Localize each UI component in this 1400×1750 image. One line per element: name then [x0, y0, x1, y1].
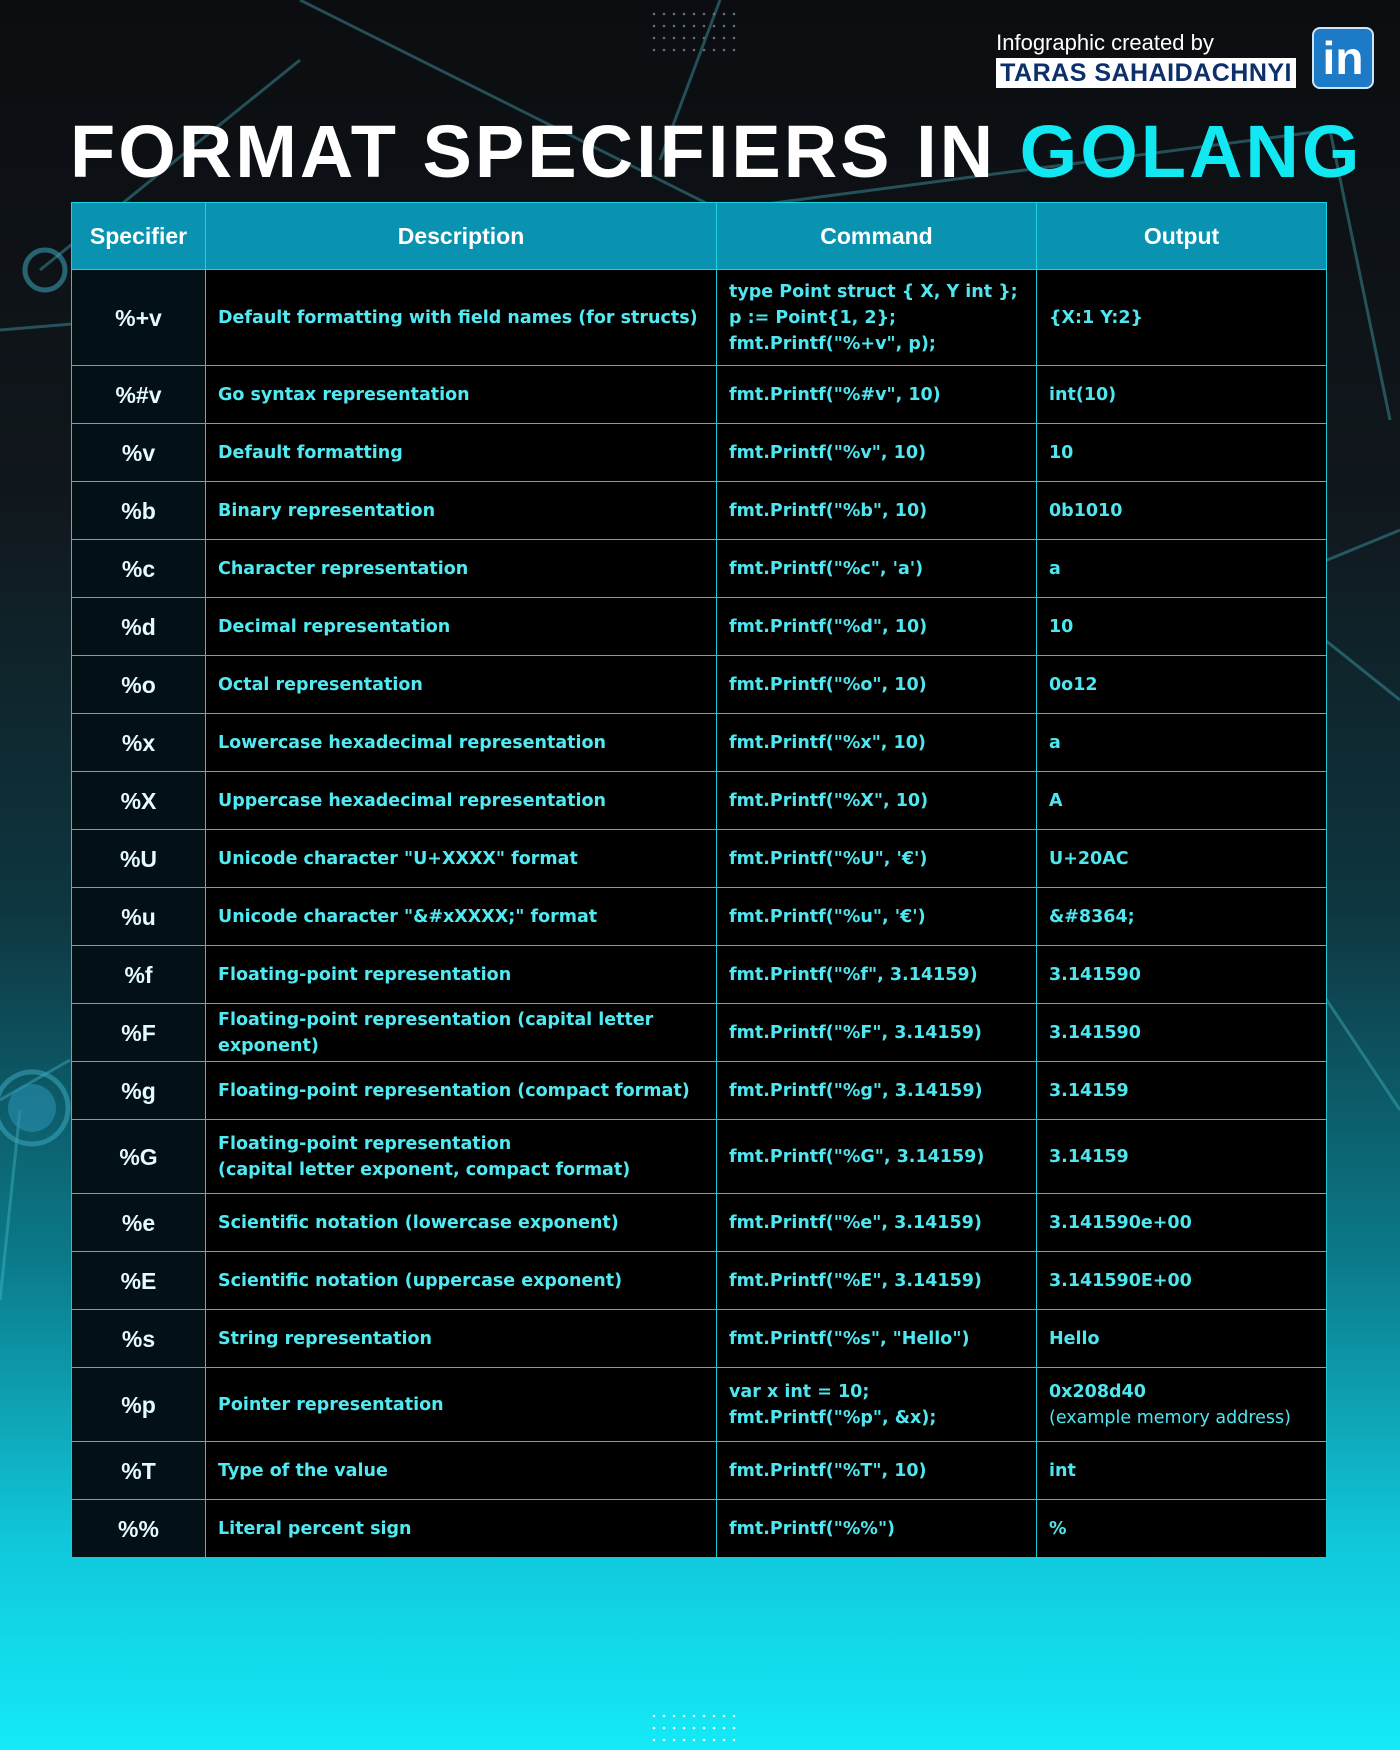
output-note: (example memory address) — [1049, 1407, 1291, 1428]
output-cell — [1037, 656, 1327, 714]
table-row — [72, 540, 1327, 598]
specifier-cell: %G — [72, 1120, 206, 1194]
output-cell — [1037, 1500, 1327, 1558]
command-cell — [717, 270, 1037, 366]
specifier-cell: %+v — [72, 270, 206, 366]
output-cell — [1037, 1062, 1327, 1120]
description-cell-line: Binary representation — [218, 500, 436, 521]
output-cell — [1037, 1368, 1327, 1442]
description-cell — [206, 1310, 717, 1368]
description-cell-line: Octal representation — [218, 674, 423, 695]
output-cell-line: 3.14159 — [1049, 1080, 1129, 1101]
specifier-cell: %c — [72, 540, 206, 598]
output-cell-line: 10 — [1049, 616, 1074, 637]
output-cell — [1037, 540, 1327, 598]
table-row — [72, 1004, 1327, 1062]
command-cell — [717, 656, 1037, 714]
description-cell-line: Pointer representation — [218, 1394, 444, 1415]
output-cell — [1037, 1194, 1327, 1252]
command-cell — [717, 1368, 1037, 1442]
table-row — [72, 366, 1327, 424]
output-cell — [1037, 366, 1327, 424]
command-cell-line: fmt.Printf("%%") — [729, 1518, 896, 1539]
output-cell — [1037, 1310, 1327, 1368]
description-cell — [206, 1500, 717, 1558]
description-cell-line: String representation — [218, 1328, 432, 1349]
description-cell — [206, 1062, 717, 1120]
specifier-cell: %T — [72, 1442, 206, 1500]
command-cell — [717, 1252, 1037, 1310]
output-cell-line: a — [1049, 558, 1061, 579]
command-cell — [717, 772, 1037, 830]
specifier-cell: %p — [72, 1368, 206, 1442]
command-cell-line: fmt.Printf("%F", 3.14159) — [729, 1022, 982, 1043]
title-accent: GOLANG — [1019, 110, 1363, 193]
command-cell-line: fmt.Printf("%s", "Hello") — [729, 1328, 970, 1349]
output-cell — [1037, 830, 1327, 888]
command-cell — [717, 946, 1037, 1004]
specifier-cell: %F — [72, 1004, 206, 1062]
output-cell — [1037, 1252, 1327, 1310]
table-row — [72, 424, 1327, 482]
output-cell-line: 3.141590 — [1049, 1022, 1141, 1043]
output-cell-line: 3.141590E+00 — [1049, 1270, 1192, 1291]
table-body — [72, 270, 1327, 1558]
description-cell-line: Default formatting — [218, 442, 403, 463]
page-title — [70, 112, 1362, 192]
description-cell — [206, 482, 717, 540]
command-cell-line: fmt.Printf("%o", 10) — [729, 674, 927, 695]
table-row — [72, 1252, 1327, 1310]
output-cell — [1037, 888, 1327, 946]
linkedin-icon[interactable]: in — [1312, 27, 1374, 89]
command-cell-line: fmt.Printf("%#v", 10) — [729, 384, 941, 405]
command-cell-line: fmt.Printf("%X", 10) — [729, 790, 929, 811]
output-cell-line: 3.141590 — [1049, 964, 1141, 985]
table-row — [72, 270, 1327, 366]
specifier-cell: %x — [72, 714, 206, 772]
table-row — [72, 714, 1327, 772]
table-row — [72, 1062, 1327, 1120]
table-row — [72, 830, 1327, 888]
output-cell-line: 0o12 — [1049, 674, 1098, 695]
table-row — [72, 772, 1327, 830]
table-row — [72, 1310, 1327, 1368]
table-row — [72, 1500, 1327, 1558]
table-row — [72, 656, 1327, 714]
specifier-cell: %o — [72, 656, 206, 714]
command-cell-line: fmt.Printf("%E", 3.14159) — [729, 1270, 982, 1291]
table-row — [72, 598, 1327, 656]
output-cell — [1037, 1120, 1327, 1194]
description-cell-line: Scientific notation (lowercase exponent) — [218, 1212, 619, 1233]
description-cell — [206, 946, 717, 1004]
output-cell — [1037, 598, 1327, 656]
output-cell-line: int — [1049, 1460, 1076, 1481]
command-cell — [717, 1120, 1037, 1194]
description-cell — [206, 888, 717, 946]
description-cell-line: Scientific notation (uppercase exponent) — [218, 1270, 623, 1291]
command-cell — [717, 1500, 1037, 1558]
specifier-cell: %d — [72, 598, 206, 656]
specifier-cell: %U — [72, 830, 206, 888]
description-cell — [206, 1252, 717, 1310]
description-cell-line: Type of the value — [218, 1460, 388, 1481]
output-cell-line: 10 — [1049, 442, 1074, 463]
command-cell — [717, 1442, 1037, 1500]
command-cell-line: fmt.Printf("%f", 3.14159) — [729, 964, 978, 985]
specifier-cell: %f — [72, 946, 206, 1004]
credit-caption: Infographic created by — [996, 30, 1214, 55]
specifier-cell: %X — [72, 772, 206, 830]
output-cell — [1037, 482, 1327, 540]
specifier-cell: %b — [72, 482, 206, 540]
command-cell-line: fmt.Printf("%u", '€') — [729, 906, 926, 927]
description-cell — [206, 1368, 717, 1442]
description-cell-line: Floating-point representation (compact format) — [218, 1080, 690, 1101]
table-header-row — [72, 203, 1327, 270]
command-cell — [717, 598, 1037, 656]
title-main: FORMAT SPECIFIERS IN — [70, 110, 1020, 193]
specifier-cell: %e — [72, 1194, 206, 1252]
command-cell-line: fmt.Printf("%b", 10) — [729, 500, 928, 521]
author-credit — [996, 30, 1296, 88]
description-cell — [206, 540, 717, 598]
description-cell — [206, 772, 717, 830]
description-cell-line: Lowercase hexadecimal representation — [218, 732, 607, 753]
description-cell-line: Unicode character "&#xXXXX;" format — [218, 906, 598, 927]
command-cell — [717, 424, 1037, 482]
command-cell-line: fmt.Printf("%v", 10) — [729, 442, 927, 463]
output-cell — [1037, 424, 1327, 482]
description-cell-line: Floating-point representation (capital letter exponent) — [218, 1009, 654, 1056]
command-cell-line: fmt.Printf("%U", '€') — [729, 848, 928, 869]
command-cell-line: fmt.Printf("%d", 10) — [729, 616, 928, 637]
table-row — [72, 482, 1327, 540]
column-header-description: Description — [206, 203, 717, 270]
specifier-cell: %#v — [72, 366, 206, 424]
description-cell-line: Go syntax representation — [218, 384, 470, 405]
output-cell-line: 0b1010 — [1049, 500, 1123, 521]
output-cell-line: 3.141590e+00 — [1049, 1212, 1192, 1233]
command-cell — [717, 1194, 1037, 1252]
table-row — [72, 1368, 1327, 1442]
output-cell-line: {X:1 Y:2} — [1049, 307, 1144, 328]
output-cell-line: % — [1049, 1518, 1067, 1539]
command-cell-line: fmt.Printf("%+v", p); — [729, 333, 936, 354]
output-cell-line: U+20AC — [1049, 848, 1129, 869]
description-cell — [206, 598, 717, 656]
description-cell — [206, 656, 717, 714]
column-header-command: Command — [717, 203, 1037, 270]
command-cell-line: fmt.Printf("%g", 3.14159) — [729, 1080, 983, 1101]
specifier-cell: %v — [72, 424, 206, 482]
output-cell — [1037, 1442, 1327, 1500]
specifier-cell: %u — [72, 888, 206, 946]
output-cell — [1037, 714, 1327, 772]
output-cell — [1037, 772, 1327, 830]
description-cell-line: Decimal representation — [218, 616, 451, 637]
decorative-dots-bottom — [650, 1712, 750, 1748]
description-cell-line: Literal percent sign — [218, 1518, 412, 1539]
description-cell — [206, 1442, 717, 1500]
command-cell-line: fmt.Printf("%G", 3.14159) — [729, 1146, 985, 1167]
command-cell-line: fmt.Printf("%e", 3.14159) — [729, 1212, 982, 1233]
command-cell — [717, 1062, 1037, 1120]
credit-author-name[interactable]: TARAS SAHAIDACHNYI — [996, 58, 1296, 88]
output-cell-line: A — [1049, 790, 1063, 811]
output-cell-line: Hello — [1049, 1328, 1100, 1349]
description-cell-line: Floating-point representation — [218, 1133, 512, 1154]
output-cell-line: a — [1049, 732, 1061, 753]
description-cell-line: Unicode character "U+XXXX" format — [218, 848, 578, 869]
description-cell — [206, 1004, 717, 1062]
command-cell-line: var x int = 10; — [729, 1381, 870, 1402]
output-cell — [1037, 946, 1327, 1004]
command-cell-line: fmt.Printf("%c", 'a') — [729, 558, 924, 579]
table-row — [72, 1442, 1327, 1500]
output-cell — [1037, 1004, 1327, 1062]
column-header-output: Output — [1037, 203, 1327, 270]
output-cell-line: &#8364; — [1049, 906, 1135, 927]
format-specifiers-table — [71, 202, 1327, 1558]
specifier-cell: %E — [72, 1252, 206, 1310]
description-cell-line: Default formatting with field names (for structs) — [218, 307, 698, 328]
description-cell-line: Uppercase hexadecimal representation — [218, 790, 606, 811]
table-row — [72, 888, 1327, 946]
description-cell-line: (capital letter exponent, compact format) — [218, 1159, 631, 1180]
table-row — [72, 1194, 1327, 1252]
description-cell-line: Floating-point representation — [218, 964, 512, 985]
command-cell — [717, 1004, 1037, 1062]
command-cell — [717, 366, 1037, 424]
specifier-cell: %s — [72, 1310, 206, 1368]
command-cell-line: fmt.Printf("%T", 10) — [729, 1460, 927, 1481]
command-cell — [717, 714, 1037, 772]
output-cell-line: 3.14159 — [1049, 1146, 1129, 1167]
description-cell — [206, 714, 717, 772]
command-cell-line: p := Point{1, 2}; — [729, 307, 897, 328]
table-row — [72, 1120, 1327, 1194]
command-cell — [717, 482, 1037, 540]
command-cell — [717, 830, 1037, 888]
specifier-cell: %g — [72, 1062, 206, 1120]
command-cell — [717, 540, 1037, 598]
command-cell-line: type Point struct { X, Y int }; — [729, 281, 1018, 302]
output-cell-line: int(10) — [1049, 384, 1117, 405]
description-cell — [206, 270, 717, 366]
command-cell — [717, 1310, 1037, 1368]
command-cell-line: fmt.Printf("%x", 10) — [729, 732, 926, 753]
description-cell — [206, 1120, 717, 1194]
command-cell-line: fmt.Printf("%p", &x); — [729, 1407, 937, 1428]
output-cell-line: 0x208d40 — [1049, 1381, 1146, 1402]
description-cell — [206, 424, 717, 482]
specifier-cell: %% — [72, 1500, 206, 1558]
description-cell — [206, 1194, 717, 1252]
description-cell-line: Character representation — [218, 558, 469, 579]
command-cell — [717, 888, 1037, 946]
output-cell — [1037, 270, 1327, 366]
table-row — [72, 946, 1327, 1004]
description-cell — [206, 830, 717, 888]
column-header-specifier: Specifier — [72, 203, 206, 270]
description-cell — [206, 366, 717, 424]
decorative-dots-top — [650, 10, 750, 55]
